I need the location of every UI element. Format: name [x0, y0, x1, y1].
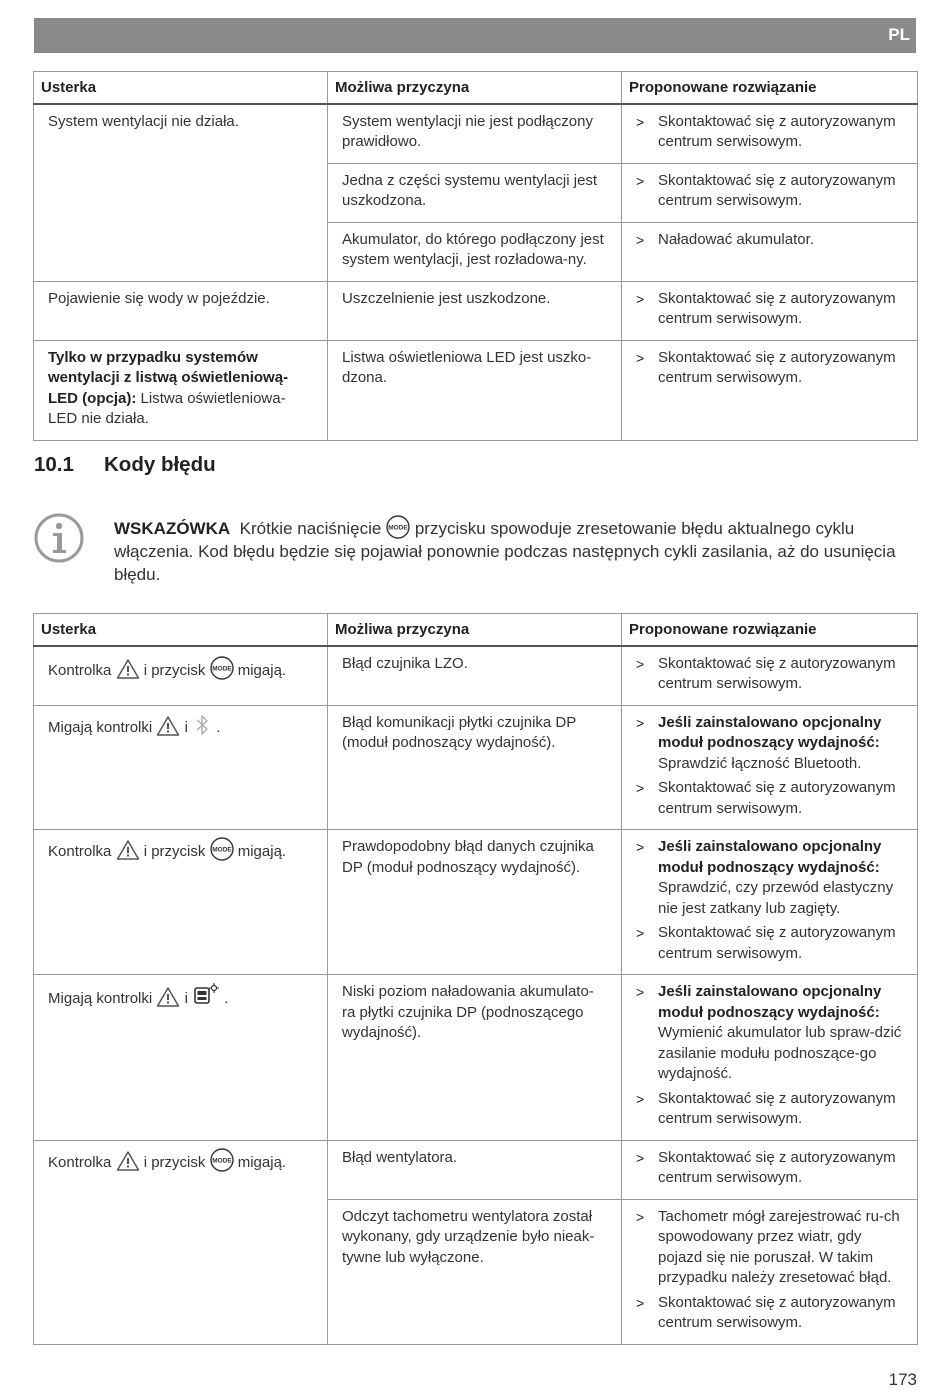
- solution-cell: > Tachometr mógł zarejestrować ru-ch spowodowany przez wiatr, gdy pojazd się nie poruszał. W takim przypadku należy zresetować błąd. > Skontaktować się z autoryzowanym centrum serwisowym.: [622, 1199, 918, 1344]
- cause-cell: Listwa oświetleniowa LED jest uszko-dzona.: [328, 340, 622, 440]
- chevron-right-icon: >: [636, 231, 645, 248]
- bluetooth-icon: [192, 713, 212, 737]
- fault-cell: System wentylacji nie działa.: [34, 104, 328, 282]
- language-label: PL: [888, 25, 910, 44]
- column-header-fault: Usterka: [34, 614, 328, 646]
- solution-cell: [622, 222, 918, 281]
- header-bar: [34, 18, 916, 53]
- cause-cell: Uszczelnienie jest uszkodzone.: [328, 281, 622, 340]
- warning-triangle-icon: [116, 658, 140, 680]
- solution-cell: > Skontaktować się z autoryzowanym centrum serwisowym.: [622, 646, 918, 706]
- table-row: [34, 281, 918, 340]
- chevron-right-icon: >: [636, 655, 645, 672]
- fault-cell: Migają kontrolki i .: [34, 975, 328, 1141]
- chevron-right-icon: >: [636, 839, 645, 855]
- troubleshooting-table: [33, 71, 918, 441]
- table-row: [34, 104, 918, 164]
- svg-text:MODE: MODE: [388, 524, 408, 532]
- solution-cell: > Jeśli zainstalowano opcjonalny moduł podnoszący wydajność: Wymienić akumulator lub spraw-dzić zasilanie modułu podnoszące-go wydajność. > Skontaktować się z autoryzowanym centrum serwisowym.: [622, 975, 918, 1141]
- solution-text: Skontaktować się z autoryzowanym centrum serwisowym.: [658, 348, 896, 386]
- warning-triangle-icon: [156, 715, 180, 737]
- chevron-right-icon: >: [636, 1294, 645, 1311]
- section-title: Kody błędu: [104, 453, 216, 476]
- fault-cell: Kontrolka i przycisk MODE migają.: [34, 1140, 328, 1344]
- cause-cell: Akumulator, do którego podłączony jest system wentylacji, jest rozładowa-ny.: [328, 222, 622, 281]
- solution-text: Skontaktować się z autoryzowanym centrum serwisowym.: [658, 112, 896, 150]
- table-row: [34, 646, 918, 706]
- table-row: [34, 340, 918, 440]
- cause-cell: Błąd wentylatora.: [328, 1140, 622, 1199]
- solution-cell: > Skontaktować się z autoryzowanym centrum serwisowym.: [622, 1140, 918, 1199]
- svg-text:MODE: MODE: [211, 1157, 232, 1164]
- chevron-right-icon: >: [636, 172, 645, 189]
- solution-cell: [622, 104, 918, 164]
- fault-cell: Kontrolka i przycisk MODE migają.: [34, 646, 328, 706]
- cause-cell: Niski poziom naładowania akumulato-ra płytki czujnika DP (podnoszącego wydajność).: [328, 975, 622, 1141]
- mode-button-icon: [210, 656, 234, 680]
- column-header-solution: Proponowane rozwiązanie: [622, 72, 918, 104]
- section-heading: [34, 453, 216, 477]
- svg-text:MODE: MODE: [211, 665, 232, 672]
- chevron-right-icon: >: [636, 113, 645, 130]
- cause-cell: System wentylacji nie jest podłączony prawidłowo.: [328, 104, 622, 164]
- chevron-right-icon: >: [636, 1208, 645, 1225]
- warning-triangle-icon: [116, 839, 140, 861]
- solution-text: Skontaktować się z autoryzowanym centrum serwisowym.: [658, 171, 896, 209]
- column-header-solution: Proponowane rozwiązanie: [622, 614, 918, 646]
- chevron-right-icon: >: [636, 290, 645, 307]
- chevron-right-icon: >: [636, 714, 645, 731]
- section-number: 10.1: [34, 453, 74, 476]
- note-text-after: przycisku spowoduje zresetowanie błędu aktualnego cyklu włączenia. Kod błędu będzie się pojawiał ponownie podczas następnych cykli zasilania, aż do usunięcia błędu.: [114, 519, 896, 584]
- solution-cell: > Jeśli zainstalowano opcjonalny moduł podnoszący wydajność: Sprawdzić łączność Bluetooth. > Skontaktować się z autoryzowanym centrum serwisowym.: [622, 705, 918, 830]
- error-codes-table: [33, 613, 918, 1345]
- solution-cell: [622, 163, 918, 222]
- solution-cell: > Jeśli zainstalowano opcjonalny moduł podnoszący wydajność: Sprawdzić, czy przewód elastyczny nie jest zatkany lub zagięty. > Skontaktować się z autoryzowanym centrum serwisowym.: [622, 830, 918, 975]
- table-row: [34, 975, 918, 1141]
- chevron-right-icon: >: [636, 925, 645, 941]
- chevron-right-icon: >: [636, 984, 645, 1000]
- solution-text: Naładować akumulator.: [658, 230, 814, 248]
- fault-cell: Kontrolka i przycisk MODE migają.: [34, 830, 328, 975]
- solution-text: Skontaktować się z autoryzowanym centrum serwisowym.: [658, 289, 896, 327]
- chevron-right-icon: >: [636, 349, 645, 366]
- battery-sensor-icon: [192, 982, 220, 1008]
- warning-triangle-icon: [116, 1150, 140, 1172]
- solution-cell: [622, 340, 918, 440]
- column-header-fault: Usterka: [34, 72, 328, 104]
- column-header-cause: Możliwa przyczyna: [328, 72, 622, 104]
- fault-text: Listwa oświetleniowa-LED nie działa.: [48, 389, 286, 427]
- cause-cell: Odczyt tachometru wentylatora został wykonany, gdy urządzenie było nieak-tywne lub wyłączone.: [328, 1199, 622, 1344]
- mode-button-icon: [386, 515, 410, 539]
- fault-condition: Tylko w przypadku systemów wentylacji z listwą oświetleniową-LED (opcja):: [48, 348, 289, 407]
- note-text: [114, 515, 914, 586]
- chevron-right-icon: >: [636, 1149, 645, 1166]
- page-number: 173: [888, 1370, 917, 1389]
- warning-triangle-icon: [156, 986, 180, 1008]
- fault-cell: Pojawienie się wody w pojeździe.: [34, 281, 328, 340]
- table-row: [34, 830, 918, 975]
- chevron-right-icon: >: [636, 1090, 645, 1107]
- table-header-row: [34, 614, 918, 646]
- chevron-right-icon: >: [636, 780, 645, 796]
- note-text-before: Krótkie naciśnięcie: [239, 519, 382, 538]
- cause-cell: Błąd czujnika LZO.: [328, 646, 622, 706]
- info-icon: [34, 513, 84, 563]
- mode-button-icon: [210, 1148, 234, 1172]
- solution-cell: [622, 281, 918, 340]
- table-row: [34, 705, 918, 830]
- note-label: WSKAZÓWKA: [114, 519, 231, 538]
- table-header-row: [34, 72, 918, 104]
- fault-cell: Migają kontrolki i .: [34, 705, 328, 830]
- svg-text:MODE: MODE: [211, 846, 232, 854]
- column-header-cause: Możliwa przyczyna: [328, 614, 622, 646]
- cause-cell: Prawdopodobny błąd danych czujnika DP (moduł podnoszący wydajność).: [328, 830, 622, 975]
- cause-cell: Błąd komunikacji płytki czujnika DP (moduł podnoszący wydajność).: [328, 705, 622, 830]
- mode-button-icon: [210, 837, 234, 861]
- table-row: [34, 1140, 918, 1199]
- cause-cell: Jedna z części systemu wentylacji jest uszkodzona.: [328, 163, 622, 222]
- fault-cell: [34, 340, 328, 440]
